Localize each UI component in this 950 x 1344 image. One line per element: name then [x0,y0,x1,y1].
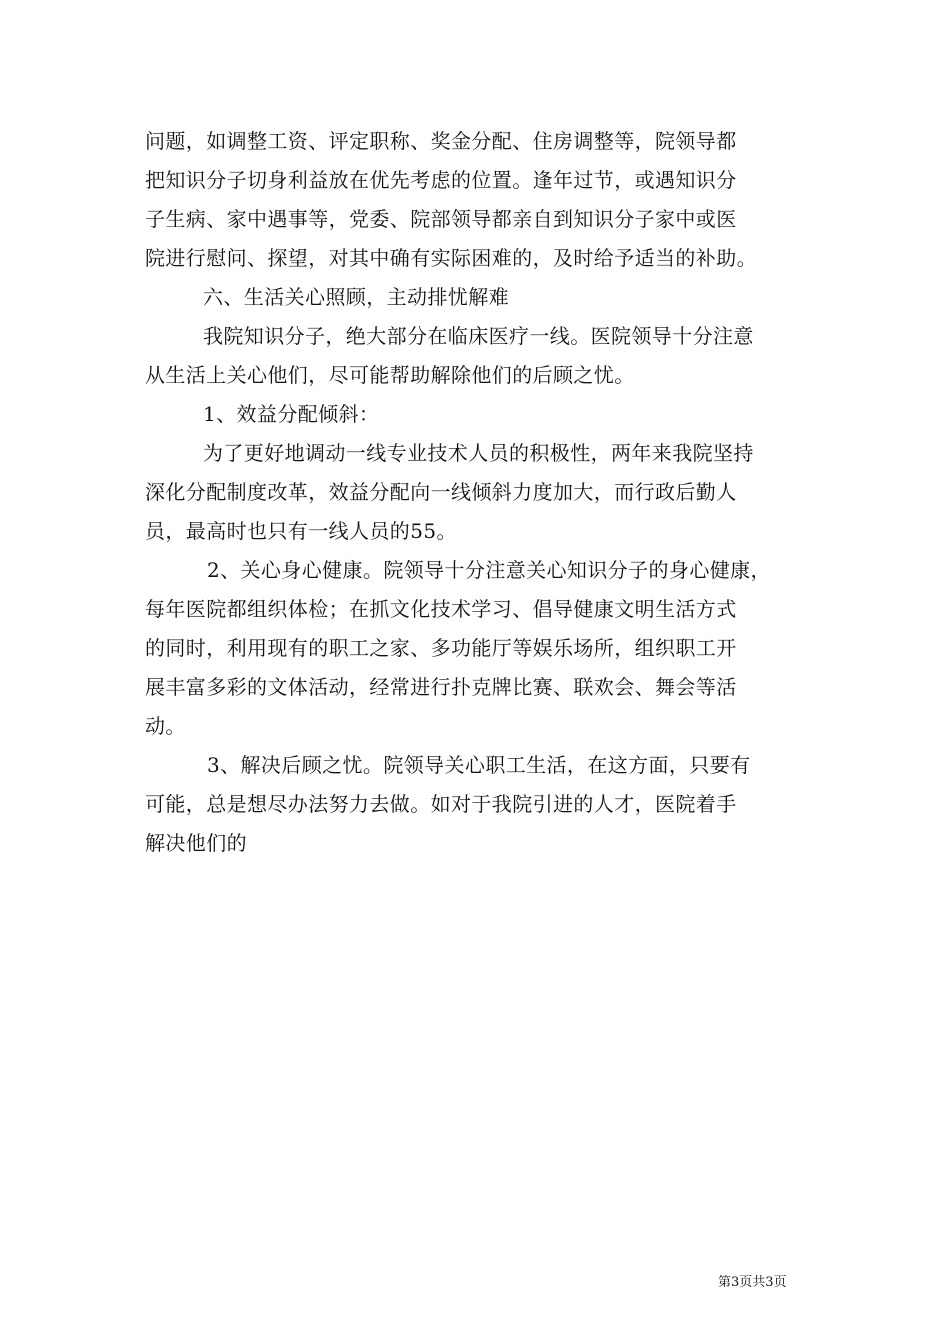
document-body [145,122,815,863]
text-line: 可能，总是想尽办法努力去做。如对于我院引进的人才，医院着手 [145,792,737,816]
text-line: 每年医院都组织体检；在抓文化技术学习、倡导健康文明生活方式 [145,597,737,621]
section-heading: 六、生活关心照顾，主动排忧解难 [203,285,509,309]
subsection-heading: 1、效益分配倾斜： [203,402,380,426]
text-line: 子生病、家中遇事等，党委、院部领导都亲自到知识分子家中或医 [145,207,737,231]
page-footer: 第3页共3页 [718,1275,787,1290]
text-line: 的同时，利用现有的职工之家、多功能厅等娱乐场所，组织职工开 [145,636,737,660]
text-line: 展丰富多彩的文体活动，经常进行扑克牌比赛、联欢会、舞会等活 [145,675,737,699]
text-line: 把知识分子切身利益放在优先考虑的位置。逢年过节，或遇知识分 [145,168,737,192]
text-line: 3、解决后顾之忧。院领导关心职工生活，在这方面，只要有 [207,753,751,777]
text-line: 从生活上关心他们，尽可能帮助解除他们的后顾之忧。 [145,363,635,387]
text-line: 动。 [145,714,186,738]
text-line: 深化分配制度改革，效益分配向一线倾斜力度加大，而行政后勤人 [145,480,737,504]
text-line: 为了更好地调动一线专业技术人员的积极性，两年来我院坚持 [203,441,754,465]
text-line: 我院知识分子，绝大部分在临床医疗一线。医院领导十分注意 [203,324,754,348]
text-line: 院进行慰问、探望，对其中确有实际困难的，及时给予适当的补助。 [145,246,757,270]
text-line: 2、关心身心健康。院领导十分注意关心知识分子的身心健康， [207,558,771,582]
text-line: 员，最高时也只有一线人员的55。 [145,519,457,543]
text-line: 问题，如调整工资、评定职称、奖金分配、住房调整等，院领导都 [145,129,737,153]
text-line: 解决他们的 [145,831,247,855]
